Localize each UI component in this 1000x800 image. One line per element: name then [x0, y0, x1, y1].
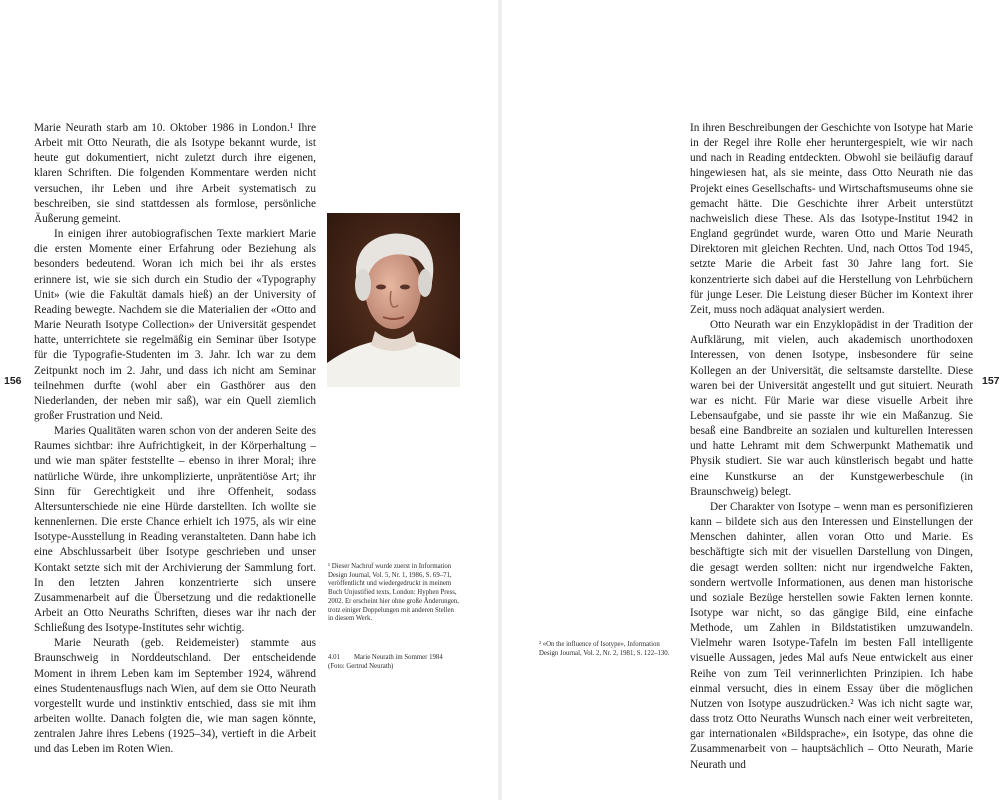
page-number-right: 157: [982, 375, 1000, 387]
paragraph: Maries Qualitäten waren schon von der anderen Seite des Raumes sichtbar: ihre Aufrichtigkeit, in der Körperhaltung – und wie man später feststellte – ebenso in ihrer Moral; ihre natürliche Würde, ihre unkomplizierte, unprätentiöse Art; ihr Sinn für Gerechtigkeit und ihre Offenheit, sodass Altersunterschiede nie eine Hürde darstellten. Ich wollte sie kennenlernen. Die erste Chance erhielt ich 1975, als wir eine Isotype-Ausstellung in Reading veranstalteten. Dann habe ich eine Abschlussarbeit über Isotype geschrieben und unser Kontakt setzte sich mit der Archivierung der Sammlung fort. In den letzten Jahren konzentrierte sich unsere Zusammenarbeit auf die Übersetzung und die redaktionelle Arbeit an Otto Neuraths Schriften, dieses war ihr nach der Schließung des Isotype-Institutes sehr wichtig.: [34, 425, 316, 635]
paragraph: Marie Neurath starb am 10. Oktober 1986 in London.¹ Ihre Arbeit mit Otto Neurath, die als Isotype bekannt wurde, ist heute gut dokumentiert, nicht zuletzt durch ihre eigenen, klaren Schriften. Die folgenden Kommentare werden nicht versuchen, ihr Leben und ihre Arbeit systematisch zu beschreiben, sie sind stattdessen als formlose, persönliche Äußerung gemeint.: [34, 122, 316, 225]
footnote-text: ¹ Dieser Nachruf wurde zuerst in Information Design Journal, Vol. 5, Nr. 1, 1986, S. 69–71, veröffentlicht und wiedergedruckt in meinem Buch Unjustified texts, London: Hyphen Press, 2002. Er erscheint hier ohne große Änderungen, trotz einiger Doppelungen mit anderen Stellen in diesem Werk.: [328, 563, 459, 623]
paragraph: In einigen ihrer autobiografischen Texte markiert Marie die ersten Momente einer Erfahrung oder Beziehung als besonders bedeutend. Woran ich mich bei ihr als erstes erinnere ist, wie sie sich durch ein Studio der «Typography Unit» (wie die Fakultät damals hieß) an der University of Reading bewegte. Nachdem sie die Materialien der «Otto and Marie Neurath Isotype Collection» der Universität gespendet hatte, unterrichtete sie regelmäßig ein Seminar über Isotype für die Typografie-Studenten im 3. Jahr. Ich war zu dem Zeitpunkt noch im 2. Jahr, und dass ich nicht am Seminar teilnehmen durfte (wohl aber ein Gasthörer aus den Niederlanden, der neben mir saß), war ein Quell ziemlich großer Frustration und Neid.: [34, 228, 316, 422]
paragraph: Marie Neurath (geb. Reidemeister) stammte aus Braunschweig in Norddeutschland. Der entscheidende Moment in ihrem Leben kam im September 1924, während eines Studentenausflugs nach Wien, auf dem sie Otto Neurath vorgestellt wurde und instinktiv entschied, dass sie mit ihm arbeiten wollte. Danach folgten die, wie man sagen könnte, zentralen Jahre ihres Lebens (1925–34), vertieft in die Arbeit und das Leben im Roten Wien.: [34, 637, 316, 756]
caption-number: 4.01: [328, 654, 340, 661]
paragraph: Otto Neurath war ein Enzyklopädist in der Tradition der Aufklärung, mit vielen, auch akademisch unorthodoxen Interessen, von denen Isotype, insbesondere für seine Kollegen an der Universität, die seltsamste darstellte. Diese waren bei der Universität angestellt und gut situiert. Neurath war es nicht. Für Marie war diese visuelle Arbeit ihre Lebensaufgabe, und sie passte ihr wie ein Maßanzug. Sie besaß eine Bandbreite an sozialen und kulturellen Interessen und hatte Lehramt mit dem Schwerpunkt Mathematik und Physik studiert. Sie war auch künstlerisch begabt und hatte eine Kunstkurse an der Kunstgewerbeschule (in Braunschweig) belegt.: [690, 319, 973, 498]
caption-text: Marie Neurath im Sommer 1984 (Foto: Gertrud Neurath): [328, 654, 443, 670]
footnote-2: [539, 641, 671, 658]
right-text-column: [690, 121, 973, 773]
book-gutter: [498, 0, 502, 800]
footnote-1: [328, 563, 460, 624]
paragraph: In ihren Beschreibungen der Geschichte von Isotype hat Marie in der Regel ihre Rolle eher heruntergespielt, wie wir nach und nach in Reading entdeckten. Obwohl sie beiläufig darauf hingewiesen hat, als sie meinte, dass Otto Neurath nie das Projekt eines Gesellschafts- und Wirtschaftsmuseums ohne sie gemacht hätte. Die Geschichte ihrer Arbeit unterstützt nachweislich diese These. Als das Isotype-Institut 1942 in England gegründet wurde, waren Otto und Marie Neurath Direktoren mit gleichen Rechten. Und, nach Ottos Tod 1945, setzte Marie die Arbeit fast 30 Jahre lang fort. Sie konzentrierte sich dabei auf die Herstellung von Lehrbüchern für junge Leser. Die Leistung dieser Bücher im Kontext ihrer Zeit, muss noch adäquat analysiert werden.: [690, 122, 973, 316]
paragraph: Der Charakter von Isotype – wenn man es personifizieren kann – bildete sich aus den Interessen und Einstellungen der Menschen dahinter, allen voran Otto und Marie. Es beschäftigte sich mit der visuellen Darstellung von Dingen, die gesagt werden sollten: nicht nur irgendwelche Fakten, sondern wertvolle Informationen, aus denen man historische und soziale Bezüge herstellen sowie Fakten lernen konnte. Isotype war nicht, so das gängige Bild, eine einfache Methode, um Zahlen in Bildstatistiken umzuwandeln. Vielmehr waren Isotype-Tafeln im besten Fall intelligente visuelle Aussagen, jedes Mal aufs Neue entwickelt aus einer Reihe von zum Teil verinnerlichten Prinzipien. Ich habe einmal versucht, dies in einem Essay über die möglichen Nutzen von Isotype auszudrücken.² Was ich nicht sagte war, dass trotz Otto Neuraths Wunsch nach einer weit verbreiteten, gar internationalen «Bildsprache», ein Isotype, das ohne die Zusammenarbeit von – hauptsächlich – Otto Neurath, Marie Neurath und: [690, 500, 973, 771]
portrait-photo: [327, 213, 460, 387]
footnote-text: ² «On the influence of Isotype», Information Design Journal, Vol. 2, Nr. 2, 1981, S. 122–130.: [539, 641, 670, 657]
left-text-column: [34, 121, 316, 758]
portrait-illustration: [327, 213, 460, 387]
photo-caption: [328, 653, 460, 671]
page-number-left: 156: [4, 375, 22, 387]
